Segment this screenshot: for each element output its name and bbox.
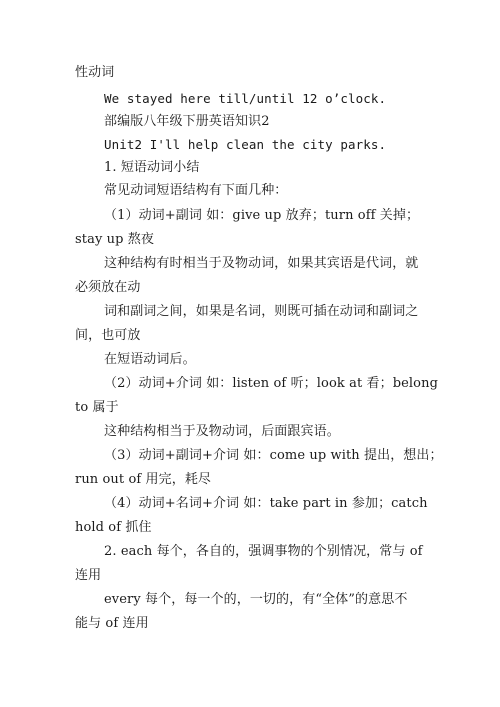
text-line: （1）动词+副词 如：give up 放弃；turn off 关掉； [104, 208, 420, 223]
text-line: 连用 [75, 568, 102, 583]
text-line: 2. each 每个，各自的，强调事物的个别情况，常与 of [104, 544, 423, 559]
text-line: 性动词 [75, 65, 115, 80]
text-line: to 属于 [75, 400, 119, 415]
text-line: stay up 熬夜 [75, 232, 154, 247]
text-line: 能与 of 连用 [75, 616, 149, 631]
text-line: 必须放在动 [75, 280, 141, 295]
text-line: every 每个，每一个的，一切的，有“全体”的意思不 [104, 592, 408, 607]
text-line: 常见动词短语结构有下面几种： [104, 183, 288, 198]
text-line: run out of 用完，耗尽 [75, 472, 212, 487]
text-line: 词和副词之间，如果是名词，则既可插在动词和副词之 [104, 304, 419, 319]
unit-title: Unit2 I'll help clean the city parks. [104, 137, 387, 152]
section-heading: 部编版八年级下册英语知识2 [104, 114, 270, 129]
text-line: 这种结构相当于及物动词，后面跟宾语。 [104, 424, 340, 439]
text-line: （3）动词+副词+介词 如：come up with 提出，想出； [104, 448, 443, 463]
text-line: 间，也可放 [75, 328, 141, 343]
text-line: 1. 短语动词小结 [104, 160, 200, 175]
text-line: 这种结构有时相当于及物动词，如果其宾语是代词，就 [104, 256, 419, 271]
text-line: hold of 抓住 [75, 520, 152, 535]
text-line: We stayed here till/until 12 o’clock. [104, 91, 387, 106]
text-line: 在短语动词后。 [104, 352, 196, 367]
text-line: （2）动词+介词 如：listen of 听；look at 看；belong [104, 376, 438, 391]
text-line: （4）动词+名词+介词 如：take part in 参加；catch [104, 496, 428, 511]
